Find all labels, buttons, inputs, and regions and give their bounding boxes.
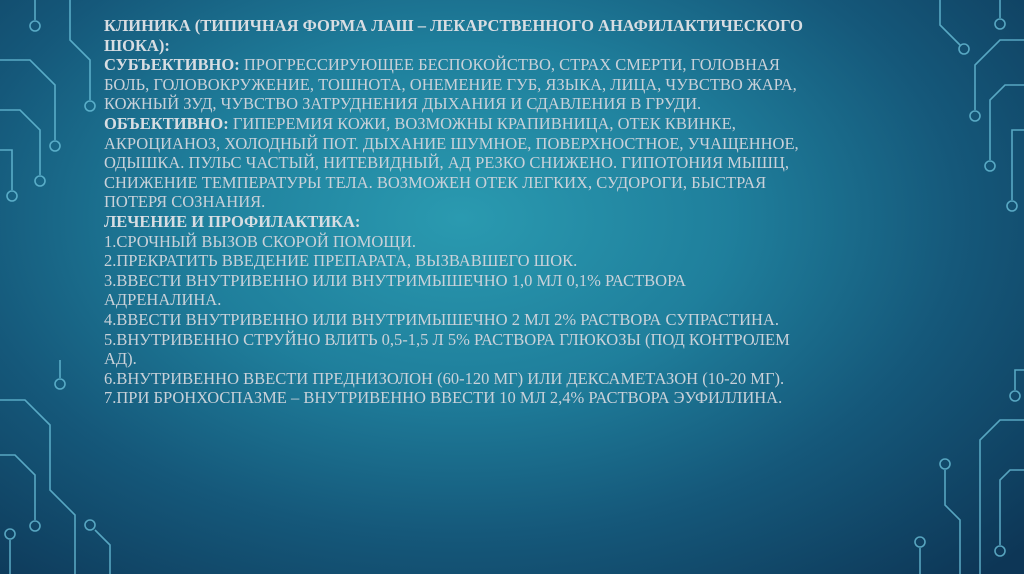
subjective-line	[104, 55, 930, 75]
subjective-label: СУБЪЕКТИВНО:	[104, 55, 240, 75]
clinic-heading: КЛИНИКА (ТИПИЧНАЯ ФОРМА ЛАШ – ЛЕКАРСТВЕННОГО АНАФИЛАКТИЧЕСКОГО	[104, 16, 804, 35]
list-item: 4.ВВЕСТИ ВНУТРИВЕННО ИЛИ ВНУТРИМЫШЕЧНО 2 МЛ 2% РАСТВОРА СУПРАСТИНА.	[104, 309, 779, 329]
list-item: 1.СРОЧНЫЙ ВЫЗОВ СКОРОЙ ПОМОЩИ.	[104, 231, 416, 251]
subjective-text-2: БОЛЬ, ГОЛОВОКРУЖЕНИЕ, ТОШНОТА, ОНЕМЕНИЕ ГУБ, ЯЗЫКА, ЛИЦА, ЧУВСТВО ЖАРА,	[104, 74, 797, 94]
list-item: 7.ПРИ БРОНХОСПАЗМЕ – ВНУТРИВЕННО ВВЕСТИ 10 МЛ 2,4% РАСТВОРА ЭУФИЛЛИНА.	[104, 388, 783, 408]
objective-text-3: ОДЫШКА. ПУЛЬС ЧАСТЫЙ, НИТЕВИДНЫЙ, АД РЕЗКО СНИЖЕНО. ГИПОТОНИЯ МЫШЦ,	[104, 153, 789, 173]
subjective-text-3: КОЖНЫЙ ЗУД, ЧУВСТВО ЗАТРУДНЕНИЯ ДЫХАНИЯ И СДАВЛЕНИЯ В ГРУДИ.	[104, 94, 702, 114]
list-item: АД).	[104, 349, 137, 369]
objective-label: ОБЪЕКТИВНО:	[104, 113, 229, 133]
objective-text-2: АКРОЦИАНОЗ, ХОЛОДНЫЙ ПОТ. ДЫХАНИЕ ШУМНОЕ, ПОВЕРХНОСТНОЕ, УЧАЩЕННОЕ,	[104, 133, 799, 153]
list-item: 6.ВНУТРИВЕННО ВВЕСТИ ПРЕДНИЗОЛОН (60-120 МГ) ИЛИ ДЕКСАМЕТАЗОН (10-20 МГ).	[104, 368, 785, 388]
objective-text-4: СНИЖЕНИЕ ТЕМПЕРАТУРЫ ТЕЛА. ВОЗМОЖЕН ОТЕК ЛЕГКИХ, СУДОРОГИ, БЫСТРАЯ	[104, 172, 767, 192]
list-item: 2.ПРЕКРАТИТЬ ВВЕДЕНИЕ ПРЕПАРАТА, ВЫЗВАВШЕГО ШОК.	[104, 251, 578, 271]
list-item: 5.ВНУТРИВЕННО СТРУЙНО ВЛИТЬ 0,5-1,5 Л 5% РАСТВОРА ГЛЮКОЗЫ (ПОД КОНТРОЛЕМ	[104, 329, 790, 349]
slide-content	[104, 16, 930, 408]
subjective-text: ПРОГРЕССИРУЮЩЕЕ БЕСПОКОЙСТВО, СТРАХ СМЕРТИ, ГОЛОВНАЯ	[243, 55, 780, 75]
list-item: 3.ВВЕСТИ ВНУТРИВЕННО ИЛИ ВНУТРИМЫШЕЧНО 1,0 МЛ 0,1% РАСТВОРА	[104, 270, 687, 290]
treatment-heading: ЛЕЧЕНИЕ И ПРОФИЛАКТИКА:	[104, 211, 361, 231]
objective-line	[104, 114, 930, 134]
clinic-heading-cont: ШОКА):	[104, 35, 170, 55]
objective-text-5: ПОТЕРЯ СОЗНАНИЯ.	[104, 192, 266, 212]
list-item: АДРЕНАЛИНА.	[104, 290, 222, 310]
objective-text: ГИПЕРЕМИЯ КОЖИ, ВОЗМОЖНЫ КРАПИВНИЦА, ОТЕК КВИНКЕ,	[232, 113, 736, 133]
